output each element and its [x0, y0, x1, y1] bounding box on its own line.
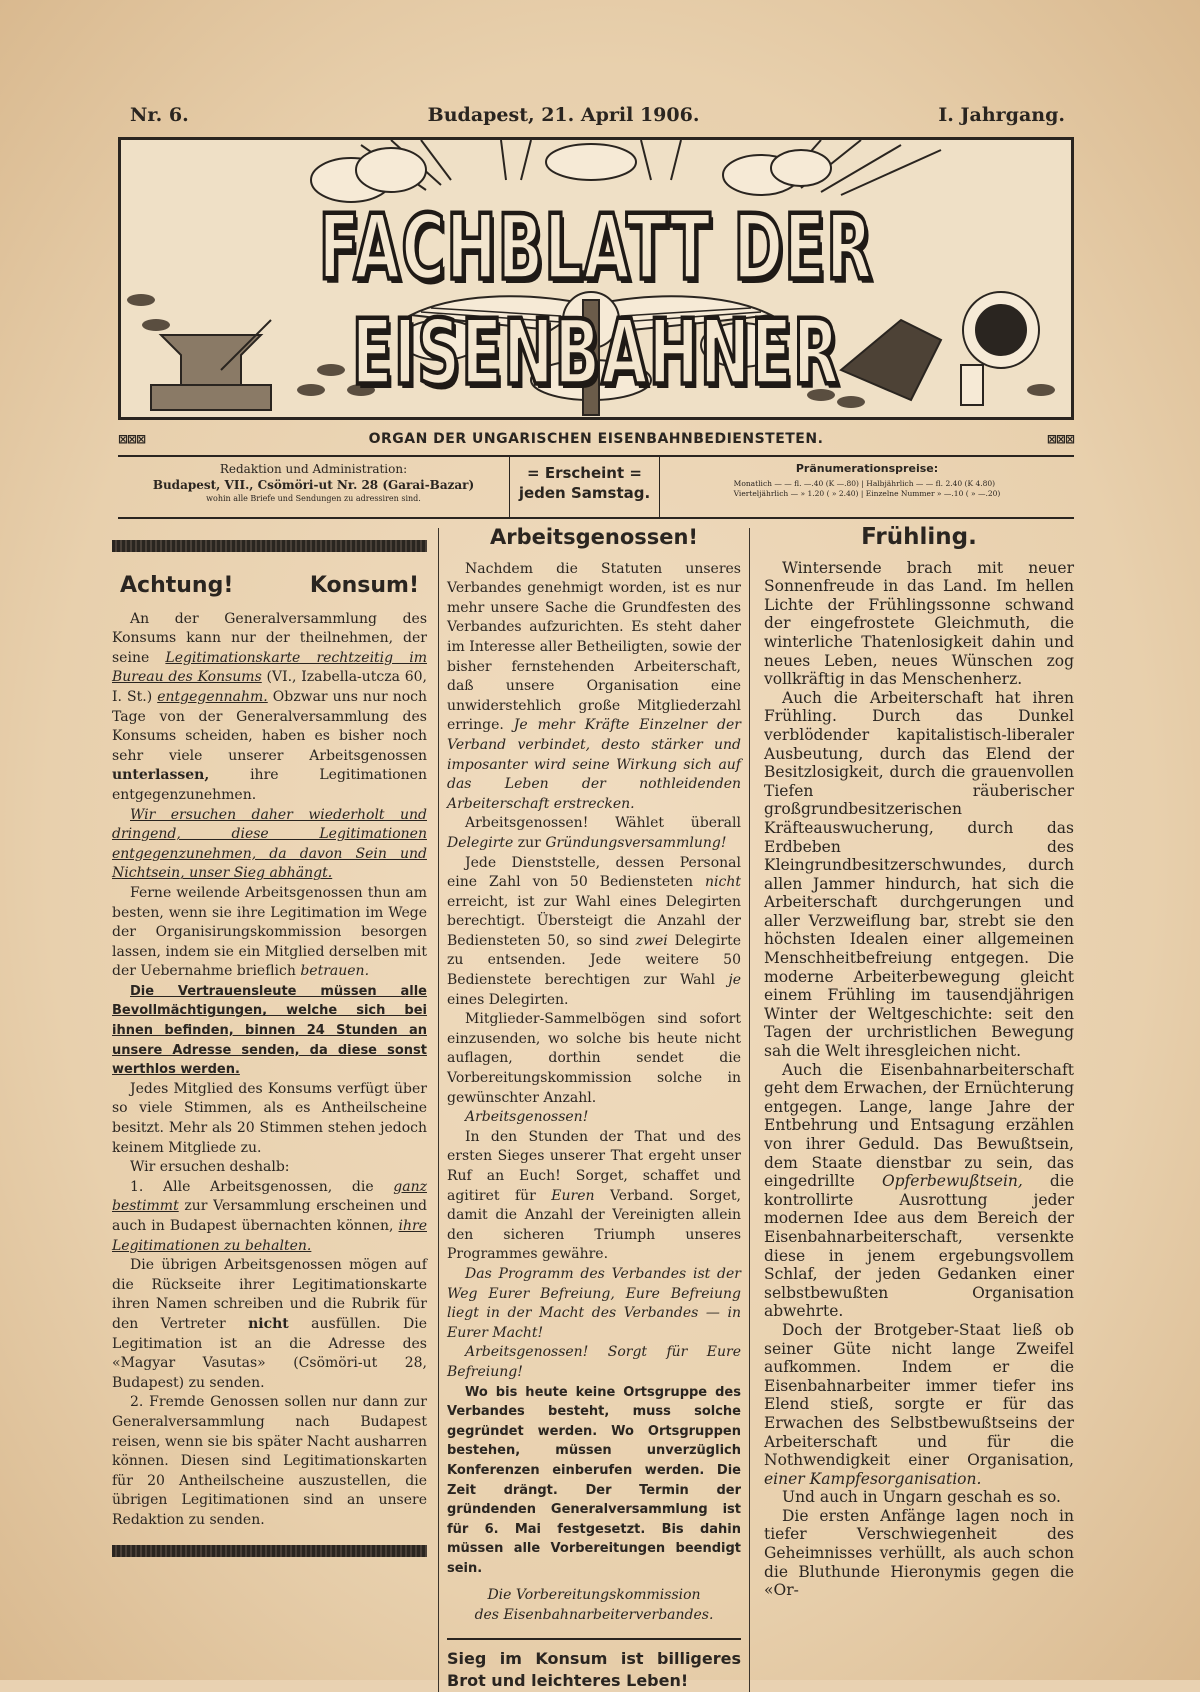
price-row-2: Vierteljährlich — » 1.20 ( » 2.40) | Einzelne Nummer » —.10 ( » —.20) — [733, 489, 1001, 498]
paragraph: Arbeitsgenossen! — [465, 1109, 589, 1126]
paragraph: Das Programm des Verbandes ist der Weg Eurer Befreiung, Eure Befreiung liegt in der Macht des Verbandes — in Eurer Macht! — [447, 1265, 741, 1341]
paragraph: Wir ersuchen deshalb: — [130, 1159, 290, 1176]
heading-right: Konsum! — [309, 573, 419, 598]
article-title: Arbeitsgenossen! — [489, 525, 699, 549]
paragraph: In den Stunden der That und des ersten Sieges unserer That ergeht unser Ruf an Euch! Sorget, schaffet und agitiret für Euren Verband. Sorget, damit die Anzahl der Vereinigten allein den sicheren Triumph unseres Programmes gewähre. — [447, 1128, 741, 1263]
ornament-left: ⊠⊠⊠ — [118, 432, 146, 446]
paragraph: Und auch in Ungarn geschah es so. — [782, 1488, 1061, 1507]
column-fruehling — [764, 524, 1074, 1600]
price-row-1: Monatlich — — fl. —.40 (K —.80) | Halbjährlich — — fl. 2.40 (K 4.80) — [733, 479, 996, 488]
paragraph: Auch die Eisenbahnarbeiterschaft geht dem Erwachen, der Ernüchterung entgegen. Lange, lange Jahre der Entbehrung und Entsagung erzählen von ihrer Geduld. Das Bewußtsein, dem Staate dienstbar zu sein, das eingedrillte Opferbewußtsein, die kontrollirte Ausrottung jeder modernen Idee aus dem Bereich der Eisenbahnarbeiterschaft, versenkte diese in jenem ergebungsvollem Schlaf, der jeden Gedanken einer selbstbewußten Organisation abwehrte. — [764, 1060, 1074, 1321]
erscheint-line2: jeden Samstag. — [518, 484, 651, 502]
paragraph: Auch die Arbeiterschaft hat ihren Frühling. Durch das Dunkel verblödender kapitalistisch-liberaler Ausbeutung, durch das Elend der Besitzlosigkeit, durch die grauenvollen Tiefen räuberischer großgrundbesitzerischen Kräfteauswucherung, durch das Erdbeben des Kleingrundbesitzerschwundes, durch allen Jammer hindurch, hat sich die Arbeiterschaft durchgerungen und aller Verzweiflung bar, strebt sie den höchsten Idealen einer allgemeinen Menschheitbefreiung entgegen. Die moderne Arbeiterbewegung gleicht einem Frühling im tausendjährigen Winter der Weltgeschichte: seit den Tagen der urchristlichen Bewegung sah die Welt ihresgleichen nicht. — [764, 688, 1074, 1061]
paragraph: Die übrigen Arbeitsgenossen mögen auf die Rückseite ihrer Legitimationskarte ihren Namen schreiben und die Rubrik für den Vertreter nicht ausfüllen. Die Legitimation ist an die Adresse des «Magyar Vasutas» (Csömöri-ut 28, Budapest) zu senden. — [112, 1257, 427, 1391]
paragraph: Doch der Brotgeber-Staat ließ ob seiner Güte nicht lange Zweifel aufkommen. Indem er die Eisenbahnarbeiter immer tiefer ins Elend stieß, sorgte er für das Erwachen des Selbstbewußtseins der Arbeiterschaft und für die Nothwendigkeit einer Organisation, einer Kampfesorganisation. — [764, 1320, 1074, 1488]
signature-line-2: des Eisenbahnarbeiterverbandes. — [474, 1607, 714, 1624]
paragraph: 2. Fremde Genossen sollen nur dann zur Generalversammlung nach Budapest reisen, wenn sie bis später Nacht ausharren können. Diesen sind Legitimationskarten für 20 Antheilscheine auszustellen, die übrigen Legitimationen sind an unsere Redaktion zu senden. — [112, 1394, 427, 1528]
paragraph: Nachdem die Statuten unseres Verbandes genehmigt worden, ist es nur mehr unsere Sache die Grundfesten des Verbandes aufzurichten. Es steht daher im Interesse aller Betheiligten, sowie der bisher fernstehenden Arbeiterschaft, daß unsere Organisation eine unwiderstehlich große Mitgliederzahl erringe. Je mehr Kräfte Einzelner der Verband verbindet, desto stärker und imposanter wird seine Wirkung sich auf das Leben der nothleidenden Arbeiterschaft erstrecken. — [447, 560, 741, 812]
paragraph: Die ersten Anfänge lagen noch in tiefer Verschwiegenheit des Geheimnisses verhüllt, als auch schon die Bluthunde Hieronymis gegen die «Or- — [764, 1506, 1074, 1600]
prices-cell — [660, 457, 1074, 517]
heading-left: Achtung! — [120, 573, 234, 598]
slogan: Sieg im Konsum ist billigeres Brot und leichteres Leben! — [447, 1638, 741, 1692]
paragraph: Wintersende brach mit neuer Sonnenfreude in das Land. Im hellen Lichte der Frühlingssonne schwand der eingefrostete Gleichmuth, die winterliche Thatenlosigkeit dahin und neues Leben, neues Wünschen zog vollkräftig in das Menschenherz. — [764, 558, 1074, 689]
konsum-heading — [120, 573, 419, 598]
redaktion-label: Redaktion und Administration: — [219, 462, 408, 476]
newspaper-title: FACHBLATT DER EISENBAHNER — [318, 196, 874, 406]
erscheint-cell — [510, 457, 660, 517]
paragraph-bold: Die Vertrauensleute müssen alle Bevollmächtigungen, welche sich bei ihnen befinden, binnen 24 Stunden an unsere Adresse senden, da diese sonst werthlos werden. — [112, 983, 427, 1078]
organ-line — [118, 428, 1074, 450]
paragraph-bold: Wo bis heute keine Ortsgruppe des Verbandes besteht, muss solche gegründet werden. Wo Ortsgruppen bestehen, müssen unverzüglich Konferenzen einberufen werden. Die Zeit drängt. Der Termin der gründenden Generalversammlung ist für 6. Mai festgesetzt. Bis dahin müssen alle Vorbereitungen beendigt sein. — [447, 1384, 741, 1576]
volume: I. Jahrgang. — [938, 104, 1065, 126]
erscheint-line1: = Erscheint = — [527, 464, 642, 482]
organ-subtitle: ORGAN DER UNGARISCHEN EISENBAHNBEDIENSTETEN. — [368, 431, 824, 447]
signature — [447, 1586, 741, 1625]
paragraph: Jedes Mitglied des Konsums verfügt über so viele Stimmen, als es Antheilscheine besitzt. Mehr als 20 Stimmen stehen jedoch keinem Mitgliede zu. — [112, 1080, 427, 1156]
column-konsum — [112, 528, 427, 1581]
redaktion-cell — [118, 457, 510, 517]
paragraph: Arbeitsgenossen! Sorgt für Eure Befreiung! — [447, 1344, 741, 1380]
article-title: Frühling. — [861, 524, 977, 550]
paragraph: Ferne weilende Arbeitsgenossen thun am besten, wenn sie ihre Legitimation im Wege der Organisirungskommission besorgen lassen, indem sie ein Mitglied derselben mit der Uebernahme brieflich betrauen. — [112, 884, 427, 980]
paragraph: Mitglieder-Sammelbögen sind sofort einzusenden, wo solche bis heute nicht auflagen, dorthin sendet die Vorbereitungskommission solche in gewünschter Anzahl. — [447, 1011, 741, 1106]
paragraph: An der Generalversammlung des Konsums kann nur der theilnehmen, der seine Legitimationskarte rechtzeitig im Bureau des Konsums (VI., Izabella-utcza 60, I. St.) entgegennahm. Obzwar uns nur noch Tage von der Generalversammlung des Konsums scheiden, haben es bisher noch sehr viele unserer Arbeitsgenossen unterlassen, ihre Legitimationen entgegenzunehmen. — [112, 610, 428, 803]
price-table — [734, 479, 1001, 499]
paragraph: Jede Dienststelle, dessen Personal eine Zahl von 50 Bediensteten nicht erreicht, ist zur Wahl eines Delegirten berechtigt. Übersteigt die Anzahl der Bediensteten 50, so sind zwei Delegirte zu entsenden. Jede weitere 50 Bedienstete berechtigen zur Wahl je eines Delegirten. — [447, 854, 741, 1008]
paragraph: Arbeitsgenossen! Wählet überall Delegirte zur Gründungsversammlung! — [447, 815, 741, 851]
place-date: Budapest, 21. April 1906. — [427, 104, 700, 126]
title-banner — [118, 137, 1074, 420]
column-arbeitsgenossen — [438, 525, 750, 1692]
info-row — [118, 455, 1074, 519]
masthead-line — [130, 104, 1065, 126]
ornament-right: ⊠⊠⊠ — [1046, 432, 1074, 446]
redaktion-address: Budapest, VII., Csömöri-ut Nr. 28 (Garai-Bazar) — [152, 478, 475, 492]
divider-bar-bottom — [112, 1545, 427, 1557]
paragraph: 1. Alle Arbeitsgenossen, die ganz bestimmt zur Versammlung erscheinen und auch in Budapest übernachten können, ihre Legitimationen zu behalten. — [112, 1178, 427, 1254]
prices-label: Pränumerationspreise: — [795, 462, 939, 475]
divider-bar — [112, 540, 427, 552]
redaktion-note: wohin alle Briefe und Sendungen zu adressiren sind. — [206, 494, 421, 503]
signature-line-1: Die Vorbereitungskommission — [487, 1587, 701, 1604]
paragraph: Wir ersuchen daher wiederholt und dringend, diese Legitimationen entgegenzunehmen, da davon Sein und Nichtsein, unser Sieg abhängt. — [112, 806, 427, 882]
issue-number: Nr. 6. — [130, 104, 189, 126]
